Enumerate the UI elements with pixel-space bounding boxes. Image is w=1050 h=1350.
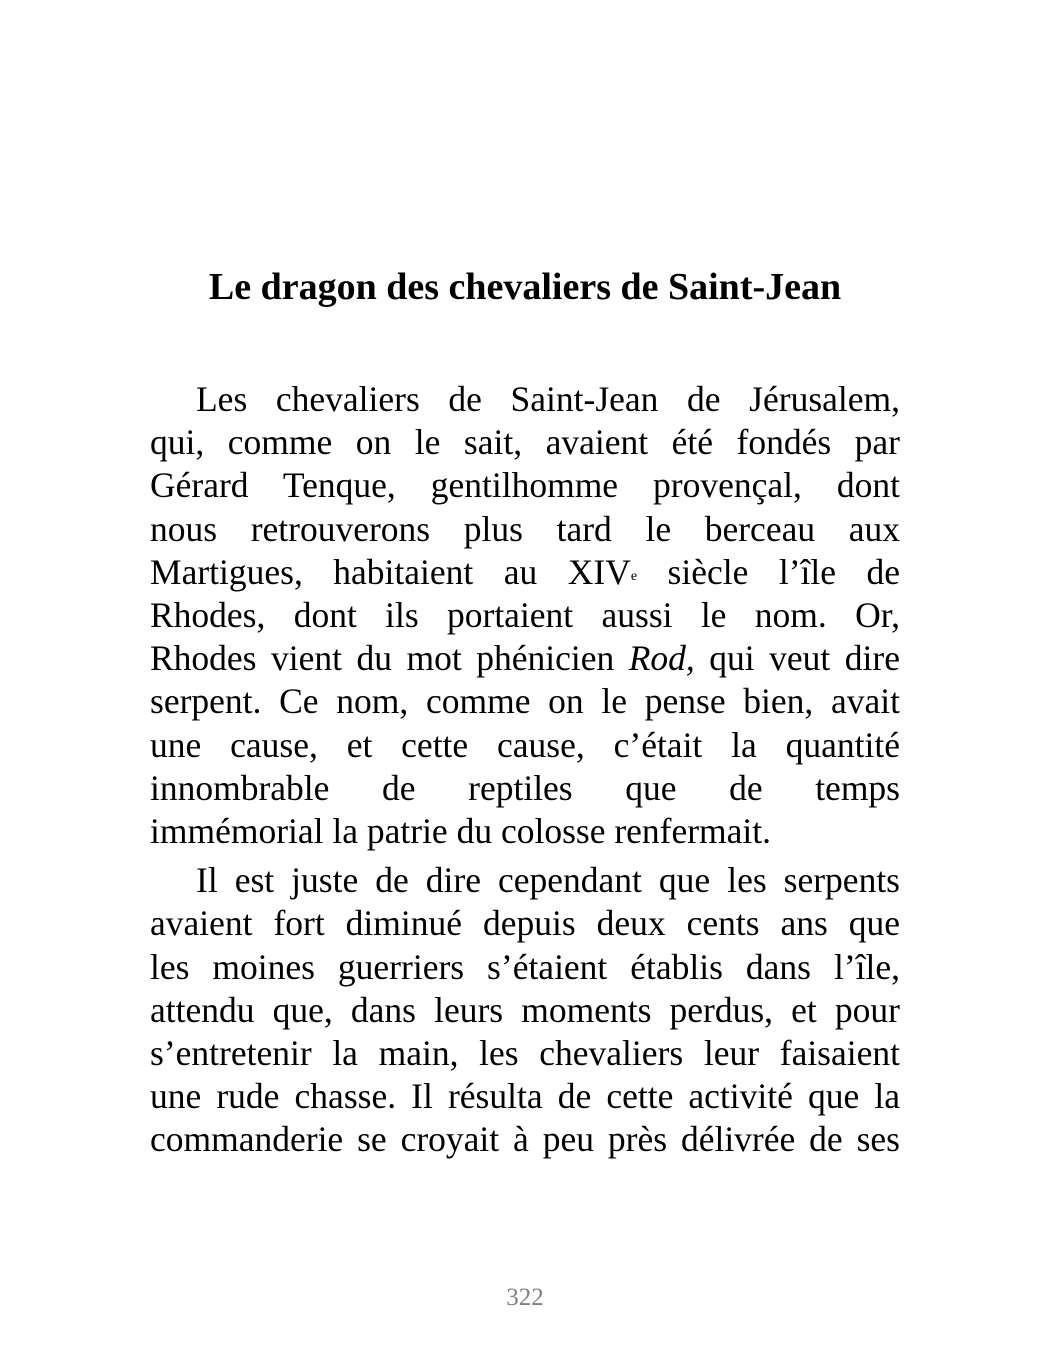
chapter-title: Le dragon des chevaliers de Saint-Jean: [208, 266, 842, 308]
superscript-ordinal: e: [630, 568, 638, 584]
text-line: nous retrouverons plus tard le berceau aux: [150, 508, 900, 549]
paragraph-2: [150, 859, 900, 1161]
text-line: qui, comme on le sait, avaient été fondés par: [150, 422, 900, 463]
text-line: innombrable de reptiles que de temps: [150, 767, 900, 808]
text-segment: Martigues, habitaient au XIV: [150, 551, 631, 592]
page-number: 322: [506, 1284, 544, 1311]
text-line: Gérard Tenque, gentilhomme provençal, dont: [150, 465, 900, 506]
body-text: [150, 378, 900, 1168]
paragraph-1: [150, 378, 900, 853]
text-line: commanderie se croyait à peu près délivrée de ses: [150, 1119, 900, 1160]
text-line: Les chevaliers de Saint-Jean de Jérusalem,: [196, 379, 900, 419]
text-line: une rude chasse. Il résulta de cette activité que la: [150, 1076, 900, 1117]
text-line: Il est juste de dire cependant que les serpents: [196, 860, 900, 901]
text-line: s’entretenir la main, les chevaliers leur faisaient: [150, 1033, 900, 1074]
text-line: immémorial la patrie du colosse renfermait.: [150, 811, 772, 852]
text-line: [150, 551, 900, 594]
text-line: Rhodes, dont ils portaient aussi le nom. Or,: [150, 595, 900, 636]
text-segment: Rhodes vient du mot phénicien: [150, 638, 629, 679]
text-line: une cause, et cette cause, c’était la quantité: [150, 724, 900, 765]
text-line: attendu que, dans leurs moments perdus, et pour: [150, 989, 900, 1030]
italic-word: Rod,: [628, 638, 695, 679]
text-line: les moines guerriers s’étaient établis dans l’île,: [150, 946, 900, 987]
text-segment: qui veut dire: [694, 638, 900, 679]
text-line: [150, 637, 900, 680]
text-segment: siècle l’île de: [637, 551, 900, 592]
text-line: avaient fort diminué depuis deux cents ans que: [150, 903, 900, 944]
text-line: serpent. Ce nom, comme on le pense bien, avait: [150, 681, 900, 722]
